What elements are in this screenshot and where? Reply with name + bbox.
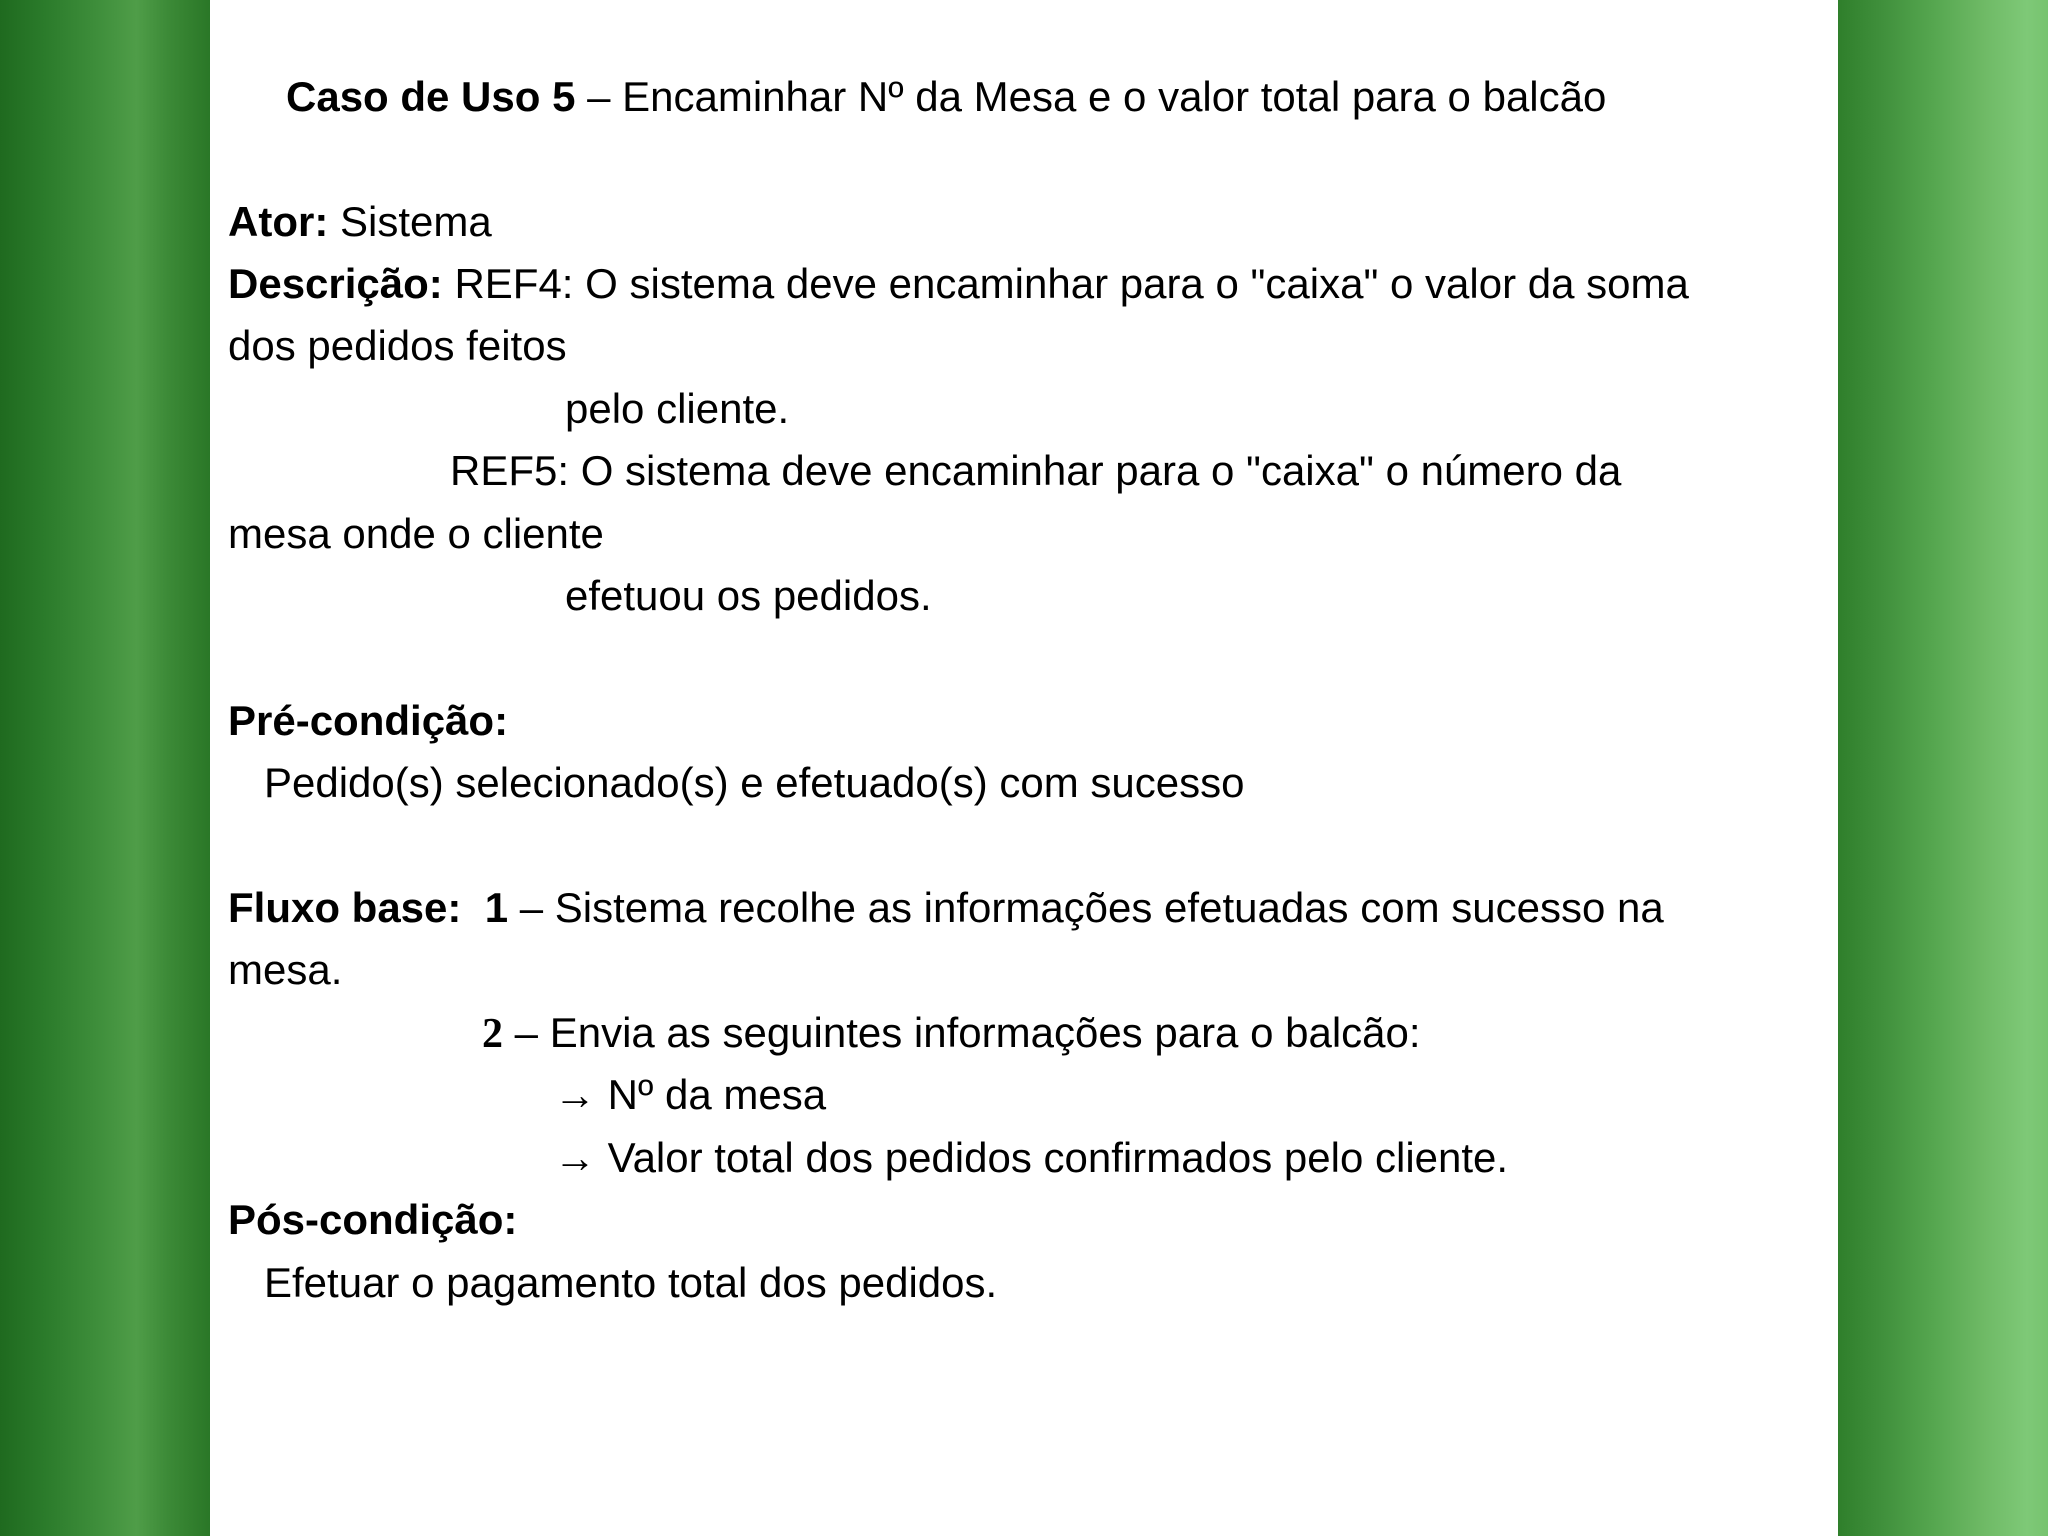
title-rest: – Encaminhar Nº da Mesa e o valor total para o balcão [575, 73, 1607, 120]
fluxo-label: Fluxo base: [228, 884, 462, 931]
step-2-text: – Envia as seguintes informações para o balcão: [503, 1009, 1421, 1056]
bullet-mesa: → Nº da mesa [554, 1071, 827, 1118]
fluxo-step-1 [228, 877, 1664, 939]
step-1-text: – Sistema recolhe as informações efetuadas com sucesso na [508, 884, 1664, 931]
fluxo-step-2 [482, 1002, 1421, 1065]
descricao-line-2: dos pedidos feitos [228, 322, 567, 369]
descricao-label: Descrição: [228, 260, 443, 307]
document-page [210, 0, 1838, 1536]
title-bold: Caso de Uso 5 [286, 73, 576, 120]
ator-value: Sistema [328, 198, 492, 245]
right-green-border [1838, 0, 2048, 1536]
precondicao-value: Pedido(s) selecionado(s) e efetuado(s) com sucesso [264, 759, 1245, 806]
ref4-text-1: REF4: O sistema deve encaminhar para o "caixa" o valor da soma [442, 260, 1689, 307]
bullet-valor-total: → Valor total dos pedidos confirmados pelo cliente. [554, 1134, 1509, 1181]
step-2-number: 2 [482, 1011, 503, 1057]
ref5-line-2: mesa onde o cliente [228, 510, 604, 557]
descricao-line-3: pelo cliente. [565, 385, 790, 432]
step-1-number: 1 [484, 884, 509, 931]
poscondicao-label: Pós-condição: [228, 1196, 518, 1243]
left-green-border [0, 0, 210, 1536]
descricao-line-1 [228, 253, 1689, 315]
page-title [286, 66, 1606, 128]
ref5-line-1: REF5: O sistema deve encaminhar para o "caixa" o número da [450, 447, 1622, 494]
precondicao-label: Pré-condição: [228, 697, 509, 744]
ref5-line-3: efetuou os pedidos. [565, 572, 932, 619]
ator-line [228, 191, 492, 253]
ator-label: Ator: [228, 198, 329, 245]
poscondicao-value: Efetuar o pagamento total dos pedidos. [264, 1259, 998, 1306]
fluxo-step-1-cont: mesa. [228, 946, 343, 993]
